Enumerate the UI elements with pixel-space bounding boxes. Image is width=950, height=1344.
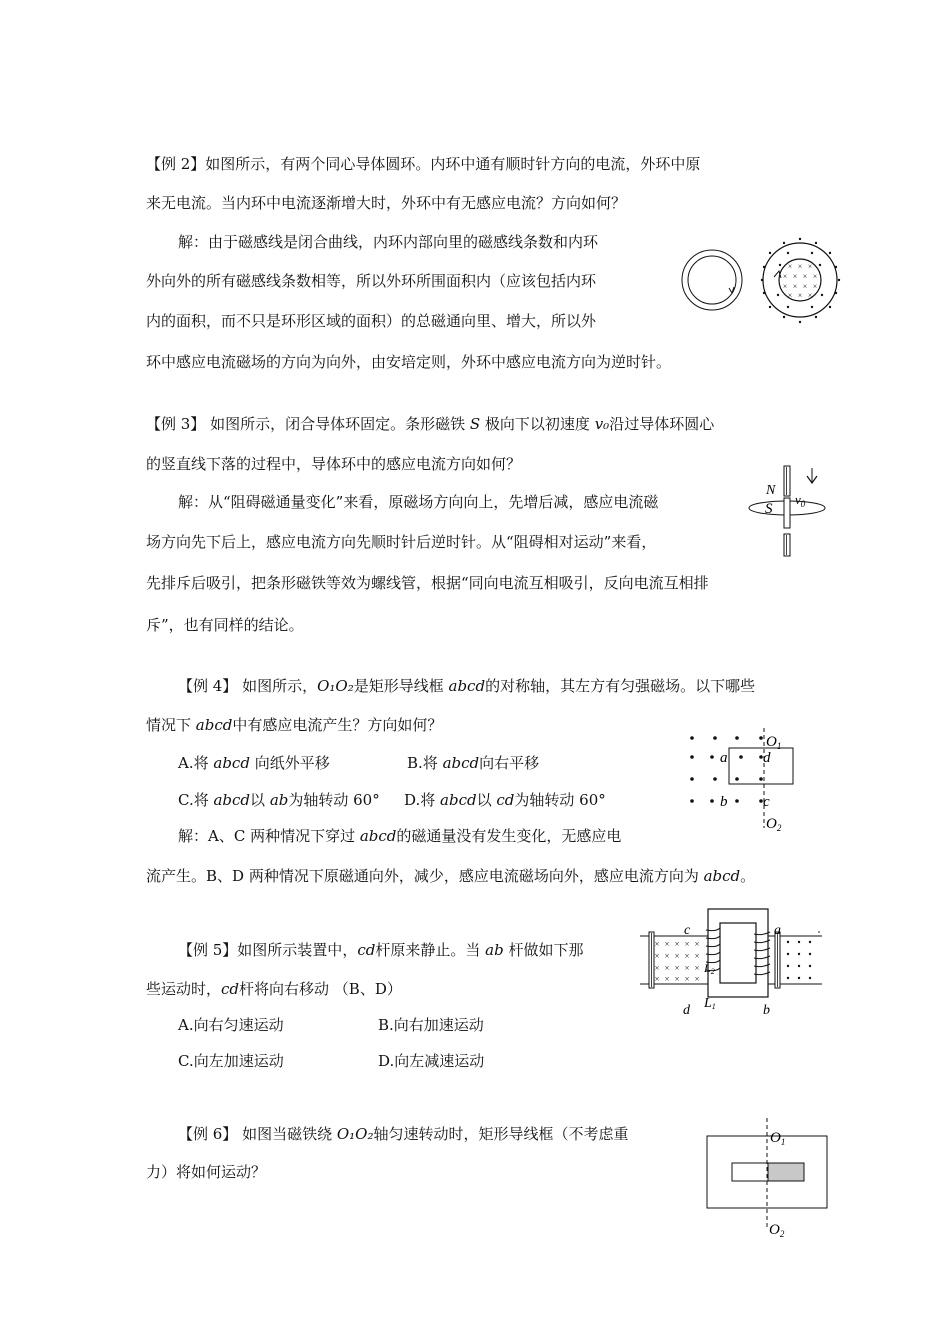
svg-text:×: × [654,939,660,949]
ex4-text: 【例 4】 如图所示， [178,677,318,695]
svg-text:×: × [792,282,798,291]
inner-ring-clockwise [682,250,742,310]
ex3-pole-s: S [469,415,481,433]
svg-text:×: × [664,974,670,984]
ex4-option-d [404,790,606,810]
svg-text:×: × [654,974,660,984]
ex5-text: 些运动时， [146,980,222,998]
label-c: c [763,794,770,810]
option-text: A.将 [178,754,214,772]
label-a: a [720,750,728,766]
ex3-question-line-1 [146,414,714,434]
solution-var: abcd [359,827,397,845]
ex4-option-a [178,753,330,773]
svg-text:×: × [694,939,700,949]
down-arrow-icon [807,468,817,483]
label-d: d [763,750,771,766]
label-b: b [720,794,728,810]
option-text: 向右平移 [479,754,540,772]
ex3-text: 【例 3】 如图所示，闭合导体环固定。条形磁铁 [146,415,470,433]
ex6-question-line-1 [178,1124,629,1144]
ex5-question-line-2 [146,979,402,999]
ex6-axis: O₁O₂ [336,1125,374,1143]
ex5-option-a: A.向右匀速运动 [178,1016,284,1034]
label-o1: $O_1$ [770,1130,786,1147]
solution-var: abcd [703,867,741,885]
ex5-option-c: C.向左加速运动 [178,1052,284,1070]
iron-core [708,909,768,997]
label-o2: $O_2$ [769,1222,785,1239]
svg-text:×: × [664,963,670,973]
label-o1: $O_1$ [766,734,782,751]
svg-text:×: × [797,262,803,271]
ex4-question-line-1 [178,676,755,696]
svg-text:×: × [674,951,680,961]
label-d: d [683,1003,690,1018]
label-s: S [765,501,773,517]
ex4-figure-rectangular-frame [682,726,802,836]
ex2-question-line-1: 【例 2】如图所示，有两个同心导体圆环。内环中通有顺时针方向的电流，外环中原 [146,155,701,173]
svg-text:×: × [684,939,690,949]
ex3-solution-line-1: 解：从“阻碍磁通量变化”来看，原磁场方向向上，先增后减，感应电流磁 [178,493,659,511]
label-n: N [766,483,776,498]
ex3-velocity: v₀ [594,415,610,433]
svg-text:×: × [694,963,700,973]
svg-text:×: × [787,291,793,300]
ex6-question-line-2: 力）将如何运动？ [146,1163,267,1181]
ex3-solution-line-4: 斥”，也有同样的结论。 [146,616,304,634]
ex2-figure-concentric-rings [676,235,846,330]
ex5-text: 【例 5】如图所示装置中， [178,941,358,959]
option-text: 向纸外平移 [249,754,330,772]
ex3-text: 沿过导体环圆心 [609,415,715,433]
ex4-frame: abcd [448,677,486,695]
ex5-option-b: B.向右加速运动 [378,1016,484,1034]
svg-text:×: × [807,291,813,300]
svg-text:×: × [694,974,700,984]
ex6-figure-rotating-magnet [704,1118,834,1243]
label-c: c [684,923,691,938]
svg-text:×: × [674,939,680,949]
svg-text:×: × [694,951,700,961]
ex5-rod: ab [485,941,504,959]
label-o2: $O_2$ [766,816,782,833]
ex3-figure-falling-magnet [754,460,834,565]
svg-text:×: × [684,963,690,973]
ex4-question-line-2 [146,715,442,735]
solution-text: 解：A、C 两种情况下穿过 [178,827,360,845]
ex4-text: 中有感应电流产生？方向如何？ [232,716,443,734]
ex6-text: 【例 6】 如图当磁铁绕 [178,1125,337,1143]
svg-text:×: × [654,963,660,973]
ex4-option-b [407,753,539,773]
option-var: abcd [440,791,477,809]
ex3-text: 极向下以初速度 [480,415,595,433]
solution-text: 的磁通量没有发生变化，无感应电 [396,827,622,845]
option-text: D.将 [404,791,441,809]
ex4-axis: O₁O₂ [317,677,354,695]
label-l2: L2 [704,961,715,976]
solution-text: 流产生。B、D 两种情况下原磁通向外，减少，感应电流磁场向外，感应电流方向为 [146,867,704,885]
option-var: cd [496,791,515,809]
outer-ring-field [761,238,840,323]
svg-text:×: × [684,974,690,984]
solution-text: 。 [740,867,756,885]
rod-ab [775,932,780,988]
svg-text:×: × [807,262,813,271]
left-field-cross-marks [654,939,699,984]
svg-text:×: × [782,272,788,281]
ex5-text: 杆原来静止。当 [375,941,486,959]
magnetic-field-dots [690,736,763,803]
svg-text:×: × [664,951,670,961]
svg-text:×: × [654,951,660,961]
ex3-solution-line-3: 先排斥后吸引，把条形磁铁等效为螺线管，根据“同向电流互相吸引，反向电流互相排 [146,574,709,592]
ex4-text: 情况下 [146,716,196,734]
option-text: 以 [476,791,497,809]
svg-text:×: × [684,951,690,961]
label-b: b [763,1003,770,1018]
ex2-solution-line-4: 环中感应电流磁场的方向为向外，由安培定则，外环中感应电流方向为逆时针。 [146,353,672,371]
svg-text:×: × [812,272,818,281]
svg-text:×: × [812,282,818,291]
ex4-text: 是矩形导线框 [353,677,449,695]
option-text: 为轴转动 60° [288,791,380,809]
svg-text:×: × [674,974,680,984]
magnet-upper [784,466,790,496]
svg-text:×: × [782,282,788,291]
ex2-solution-line-3: 内的面积，而不只是环形区域的面积）的总磁通向里、增大，所以外 [146,312,597,330]
ex2-question-line-2: 来无电流。当内环中电流逐渐增大时，外环中有无感应电流？方向如何？ [146,194,627,212]
ex5-text: 杆将向右移动 （B、D） [239,980,402,998]
option-var: abcd [442,754,480,772]
option-text: 为轴转动 60° [514,791,606,809]
ex4-text: 的对称轴，其左方有匀强磁场。以下哪些 [485,677,756,695]
ex3-solution-line-2: 场方向先下后上，感应电流方向先顺时针后逆时针。从“阻碍相对运动”来看， [146,533,657,551]
magnet-lower [784,498,790,556]
ex2-solution-line-1: 解：由于磁感线是闭合曲线，内环内部向里的磁感线条数和内环 [178,233,599,251]
svg-text:×: × [797,291,803,300]
ex5-option-d: D.向左减速运动 [378,1052,485,1070]
ex5-text: 杆做如下那 [503,941,584,959]
ex5-rod: cd [221,980,240,998]
option-var: abcd [213,791,251,809]
option-text: C.将 [178,791,214,809]
ex4-frame: abcd [195,716,233,734]
svg-text:×: × [802,272,808,281]
ex4-option-c [178,790,380,810]
ex5-figure-transformer-rails [636,906,822,1018]
svg-text:×: × [664,939,670,949]
ex4-solution-line-2 [146,866,755,886]
ex3-question-line-2: 的竖直线下落的过程中，导体环中的感应电流方向如何？ [146,455,522,473]
ex6-text: 轴匀速转动时，矩形导线框（不考虑重 [373,1125,629,1143]
ex4-solution-line-1 [178,826,621,846]
ex5-question-line-1 [178,940,583,960]
rod-cd [649,932,654,988]
label-a: a [774,923,781,938]
label-l1: L1 [704,996,716,1011]
right-field-dots [787,931,820,979]
label-v0: $v_0$ [795,492,806,509]
svg-text:×: × [674,963,680,973]
ex2-solution-line-2: 外向外的所有磁感线条数相等，所以外环所围面积内（应该包括内环 [146,272,597,290]
svg-text:×: × [792,272,798,281]
svg-text:×: × [787,262,793,271]
option-var: ab [269,791,289,809]
svg-text:×: × [802,282,808,291]
option-text: B.将 [407,754,443,772]
option-text: 以 [250,791,270,809]
ex5-rod: cd [357,941,376,959]
bar-magnet [732,1163,804,1181]
option-var: abcd [213,754,250,772]
